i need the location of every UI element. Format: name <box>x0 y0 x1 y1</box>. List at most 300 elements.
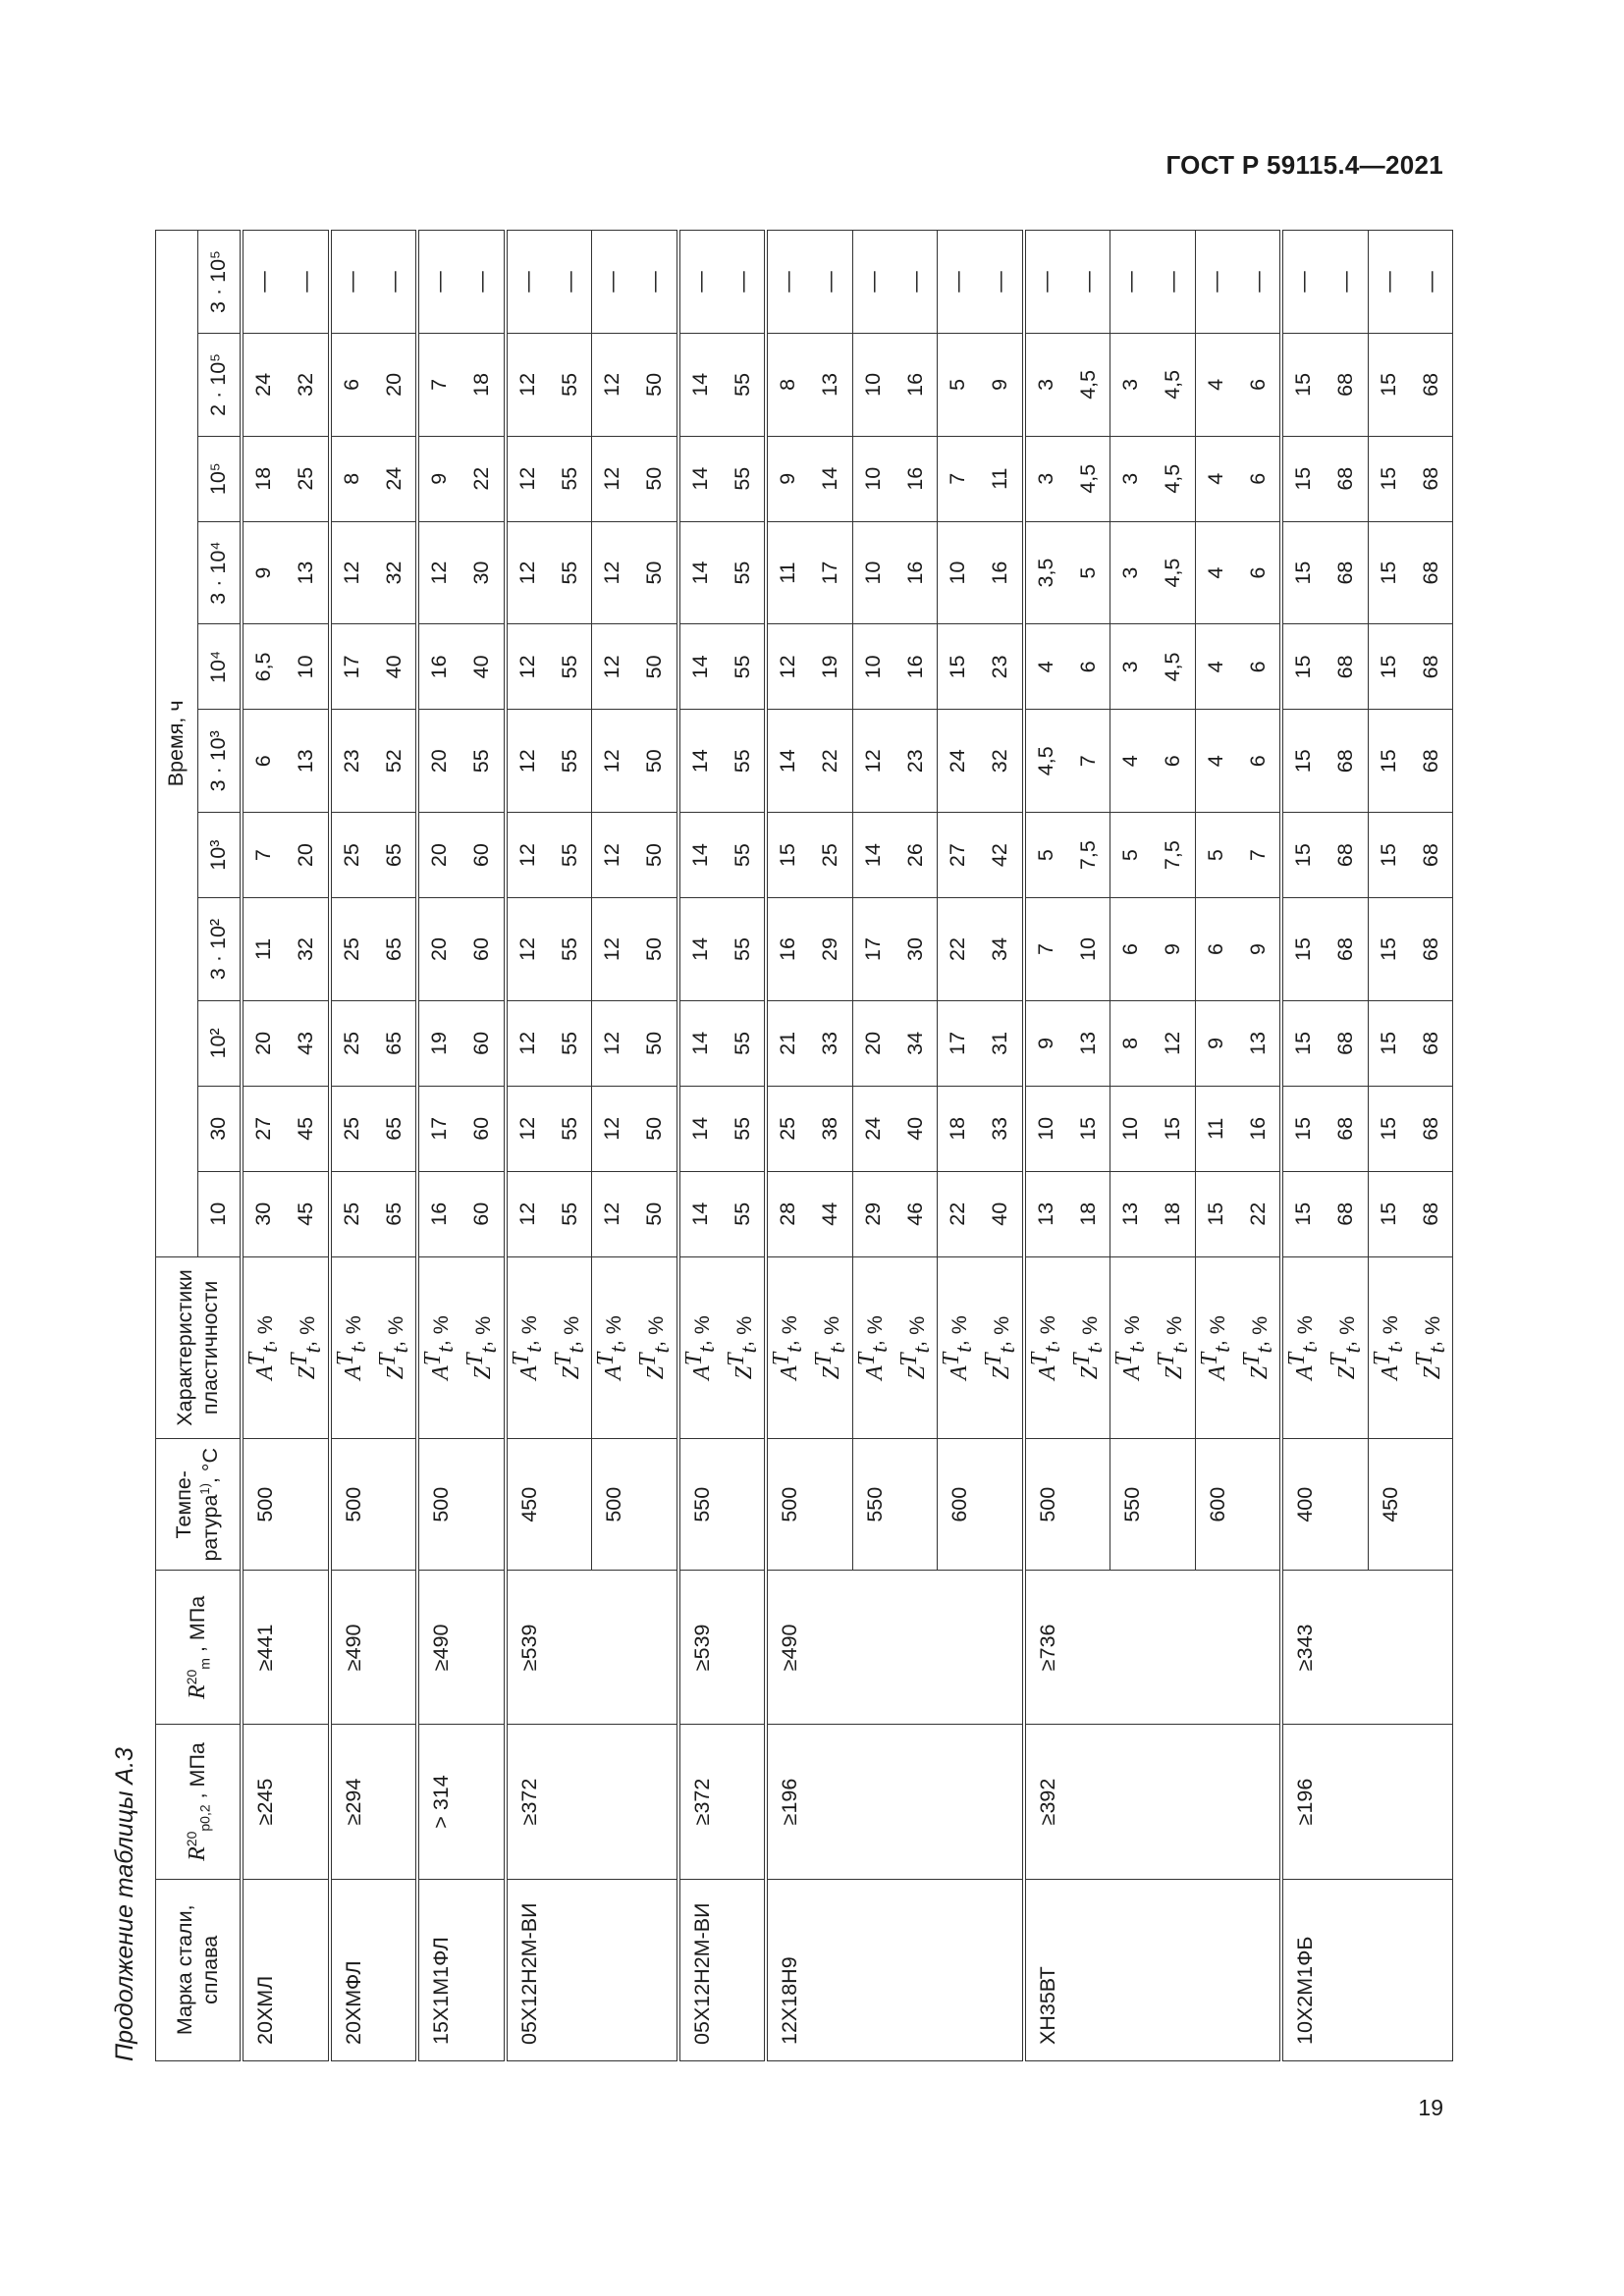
cell-value: 7 <box>1237 813 1281 898</box>
char-label-a: $A^T_t$, % <box>1024 1256 1068 1438</box>
table-caption: Продолжение таблицы А.3 <box>111 1747 138 2061</box>
cell-value: 14 <box>678 521 723 624</box>
cell-value: 5 <box>1110 813 1153 898</box>
cell-value: 4 <box>1024 624 1068 710</box>
cell-value: 19 <box>417 1000 461 1086</box>
cell-rp: ≥392 <box>1024 1725 1282 1879</box>
cell-value: 25 <box>330 1086 374 1171</box>
char-label-a: $A^T_t$, % <box>938 1256 980 1438</box>
cell-value: 65 <box>373 898 417 1001</box>
cell-value: 22 <box>938 898 980 1001</box>
cell-value: 6 <box>1237 710 1281 813</box>
char-label-z: $Z^T_t$, % <box>634 1256 678 1438</box>
cell-rm: ≥736 <box>1024 1571 1282 1725</box>
cell-grade: 15Х1М1ФЛ <box>417 1879 506 2060</box>
properties-table <box>155 230 1453 2061</box>
cell-value: 10 <box>852 624 894 710</box>
char-label-a: $A^T_t$, % <box>1368 1256 1410 1438</box>
cell-value: 14 <box>678 710 723 813</box>
cell-value: 18 <box>938 1086 980 1171</box>
cell-value: 6 <box>1237 521 1281 624</box>
cell-temperature: 600 <box>1195 1439 1281 1571</box>
cell-value: — <box>678 231 723 334</box>
cell-value: — <box>461 231 506 334</box>
cell-value: 7 <box>417 333 461 436</box>
char-label-a: $A^T_t$, % <box>592 1256 634 1438</box>
cell-grade: 05Х12Н2М-ВИ <box>678 1879 767 2060</box>
cell-value: 7,5 <box>1067 813 1110 898</box>
char-label-a: $A^T_t$, % <box>1195 1256 1237 1438</box>
cell-value: — <box>634 231 678 334</box>
cell-value: 9 <box>1195 1000 1237 1086</box>
cell-value: 16 <box>980 521 1024 624</box>
cell-value: 32 <box>286 333 330 436</box>
cell-value: 10 <box>1110 1086 1153 1171</box>
cell-value: 10 <box>938 521 980 624</box>
cell-rp: ≥294 <box>330 1725 418 1879</box>
cell-value: 14 <box>678 333 723 436</box>
header-temperature: Темпе- ратура$^{1)}$, °С <box>156 1439 243 1571</box>
cell-grade: 12Х18Н9 <box>766 1879 1024 2060</box>
cell-value: 44 <box>810 1171 852 1256</box>
char-label-a: $A^T_t$, % <box>766 1256 810 1438</box>
cell-value: 7,5 <box>1153 813 1195 898</box>
cell-value: 4,5 <box>1024 710 1068 813</box>
cell-rp: ≥372 <box>678 1725 767 1879</box>
cell-value: 5 <box>1067 521 1110 624</box>
cell-temperature: 500 <box>592 1439 678 1571</box>
cell-grade: 20ХМЛ <box>242 1879 330 2060</box>
table-row <box>506 231 550 2061</box>
cell-value: 22 <box>461 436 506 521</box>
cell-value: — <box>506 231 550 334</box>
cell-value: 46 <box>894 1171 937 1256</box>
cell-value: 68 <box>1326 1000 1368 1086</box>
cell-value: 38 <box>810 1086 852 1171</box>
cell-value: 68 <box>1410 1000 1452 1086</box>
header-characteristics: Характеристики пластичности <box>156 1256 243 1438</box>
cell-value: 15 <box>1368 333 1410 436</box>
cell-value: 14 <box>810 436 852 521</box>
char-label-z: $Z^T_t$, % <box>722 1256 766 1438</box>
cell-value: 15 <box>1281 624 1326 710</box>
cell-value: 55 <box>722 436 766 521</box>
cell-value: — <box>1281 231 1326 334</box>
cell-value: 24 <box>242 333 286 436</box>
cell-value: 18 <box>1067 1171 1110 1256</box>
cell-value: 68 <box>1326 624 1368 710</box>
cell-value: 68 <box>1410 1086 1452 1171</box>
cell-value: 55 <box>722 521 766 624</box>
cell-value: 12 <box>592 1171 634 1256</box>
cell-value: 68 <box>1410 333 1452 436</box>
cell-value: 12 <box>592 333 634 436</box>
cell-value: 15 <box>1368 521 1410 624</box>
cell-value: 27 <box>242 1086 286 1171</box>
cell-value: 4,5 <box>1067 333 1110 436</box>
cell-value: 12 <box>592 710 634 813</box>
cell-value: 15 <box>1281 333 1326 436</box>
cell-value: 25 <box>766 1086 810 1171</box>
cell-value: 12 <box>592 898 634 1001</box>
cell-grade: 10Х2М1ФБ <box>1281 1879 1453 2060</box>
header-time-col: 3 · 10² <box>198 898 243 1001</box>
cell-value: 15 <box>1368 1086 1410 1171</box>
cell-value: 68 <box>1326 1086 1368 1171</box>
cell-value: 68 <box>1326 521 1368 624</box>
table-row <box>1281 231 1326 2061</box>
cell-value: 9 <box>242 521 286 624</box>
cell-value: 16 <box>417 624 461 710</box>
cell-value: 10 <box>852 436 894 521</box>
header-time-col: 30 <box>198 1086 243 1171</box>
cell-rm: ≥539 <box>678 1571 767 1725</box>
cell-value: 12 <box>592 1086 634 1171</box>
cell-value: 5 <box>1024 813 1068 898</box>
cell-value: 13 <box>1067 1000 1110 1086</box>
cell-value: 22 <box>938 1171 980 1256</box>
char-label-a: $A^T_t$, % <box>678 1256 723 1438</box>
cell-value: 15 <box>1195 1171 1237 1256</box>
cell-value: 15 <box>1281 1000 1326 1086</box>
cell-value: 55 <box>549 1000 591 1086</box>
cell-value: 25 <box>330 813 374 898</box>
cell-value: 15 <box>938 624 980 710</box>
cell-temperature: 450 <box>506 1439 592 1571</box>
cell-value: 25 <box>286 436 330 521</box>
cell-rp: ≥196 <box>766 1725 1024 1879</box>
cell-value: 10 <box>286 624 330 710</box>
cell-value: 20 <box>373 333 417 436</box>
char-label-a: $A^T_t$, % <box>506 1256 550 1438</box>
cell-value: 15 <box>1281 710 1326 813</box>
cell-value: 14 <box>678 436 723 521</box>
cell-value: 11 <box>980 436 1024 521</box>
char-label-z: $Z^T_t$, % <box>373 1256 417 1438</box>
cell-value: 50 <box>634 1000 678 1086</box>
cell-temperature: 500 <box>1024 1439 1110 1571</box>
cell-value: 55 <box>461 710 506 813</box>
cell-value: 23 <box>330 710 374 813</box>
cell-value: — <box>1326 231 1368 334</box>
cell-value: 17 <box>852 898 894 1001</box>
cell-value: 55 <box>722 1086 766 1171</box>
cell-value: 6 <box>1237 624 1281 710</box>
cell-value: 68 <box>1410 436 1452 521</box>
cell-value: 60 <box>461 813 506 898</box>
cell-rm: ≥490 <box>330 1571 418 1725</box>
cell-rp: ≥196 <box>1281 1725 1453 1879</box>
cell-value: 30 <box>894 898 937 1001</box>
cell-value: 50 <box>634 710 678 813</box>
cell-value: 17 <box>810 521 852 624</box>
cell-value: 6 <box>242 710 286 813</box>
cell-value: 10 <box>852 333 894 436</box>
cell-value: 6 <box>1067 624 1110 710</box>
cell-value: 43 <box>286 1000 330 1086</box>
cell-value: 4,5 <box>1153 333 1195 436</box>
cell-value: 12 <box>592 624 634 710</box>
cell-value: 3 <box>1110 521 1153 624</box>
cell-value: 31 <box>980 1000 1024 1086</box>
cell-value: 32 <box>286 898 330 1001</box>
char-label-z: $Z^T_t$, % <box>1410 1256 1452 1438</box>
cell-value: 12 <box>1153 1000 1195 1086</box>
cell-value: 7 <box>1067 710 1110 813</box>
cell-value: 55 <box>549 710 591 813</box>
cell-value: 65 <box>373 1086 417 1171</box>
cell-value: 15 <box>1281 813 1326 898</box>
cell-value: 55 <box>722 710 766 813</box>
cell-value: 68 <box>1326 333 1368 436</box>
cell-value: 14 <box>678 1086 723 1171</box>
cell-grade: 05Х12Н2М-ВИ <box>506 1879 678 2060</box>
cell-value: 23 <box>980 624 1024 710</box>
cell-value: 5 <box>938 333 980 436</box>
char-label-a: $A^T_t$, % <box>242 1256 286 1438</box>
cell-value: 4,5 <box>1153 624 1195 710</box>
cell-value: 15 <box>1368 898 1410 1001</box>
cell-value: — <box>766 231 810 334</box>
cell-value: 55 <box>549 1171 591 1256</box>
cell-value: 12 <box>506 710 550 813</box>
cell-value: 15 <box>1067 1086 1110 1171</box>
cell-value: 68 <box>1326 436 1368 521</box>
cell-value: 4 <box>1195 333 1237 436</box>
cell-value: 50 <box>634 813 678 898</box>
cell-value: — <box>1024 231 1068 334</box>
header-time-col: 10 <box>198 1171 243 1256</box>
header-time-col: 10³ <box>198 813 243 898</box>
cell-temperature: 550 <box>1110 1439 1196 1571</box>
cell-value: 4 <box>1195 710 1237 813</box>
cell-value: 10 <box>1024 1086 1068 1171</box>
cell-value: 4,5 <box>1153 436 1195 521</box>
cell-value: 68 <box>1326 710 1368 813</box>
header-time-col: 3 · 10⁴ <box>198 521 243 624</box>
cell-value: 9 <box>1237 898 1281 1001</box>
cell-value: 15 <box>1368 436 1410 521</box>
cell-value: — <box>894 231 937 334</box>
cell-value: 3 <box>1110 624 1153 710</box>
char-label-z: $Z^T_t$, % <box>1153 1256 1195 1438</box>
header-time-col: 10⁴ <box>198 624 243 710</box>
char-label-z: $Z^T_t$, % <box>549 1256 591 1438</box>
cell-value: 16 <box>894 521 937 624</box>
cell-value: 65 <box>373 1171 417 1256</box>
cell-value: 55 <box>722 333 766 436</box>
cell-value: 15 <box>1281 1171 1326 1256</box>
cell-value: 10 <box>852 521 894 624</box>
cell-value: 9 <box>1024 1000 1068 1086</box>
cell-rm: ≥539 <box>506 1571 678 1725</box>
cell-value: 6,5 <box>242 624 286 710</box>
cell-value: 11 <box>242 898 286 1001</box>
cell-value: 3,5 <box>1024 521 1068 624</box>
cell-value: — <box>1410 231 1452 334</box>
cell-value: 22 <box>1237 1171 1281 1256</box>
cell-value: 12 <box>592 813 634 898</box>
cell-value: 6 <box>1110 898 1153 1001</box>
cell-value: 12 <box>506 1171 550 1256</box>
cell-value: 40 <box>373 624 417 710</box>
cell-value: 55 <box>722 1000 766 1086</box>
header-time-col: 2 · 10⁵ <box>198 333 243 436</box>
cell-value: 55 <box>549 813 591 898</box>
cell-value: 45 <box>286 1171 330 1256</box>
header-time-col: 10² <box>198 1000 243 1086</box>
cell-value: 33 <box>980 1086 1024 1171</box>
cell-value: 27 <box>938 813 980 898</box>
char-label-z: $Z^T_t$, % <box>810 1256 852 1438</box>
cell-value: 68 <box>1326 1171 1368 1256</box>
cell-value: 60 <box>461 1086 506 1171</box>
cell-value: — <box>1067 231 1110 334</box>
cell-value: 55 <box>549 333 591 436</box>
cell-value: 7 <box>938 436 980 521</box>
cell-value: 21 <box>766 1000 810 1086</box>
cell-value: 9 <box>417 436 461 521</box>
cell-value: 14 <box>678 898 723 1001</box>
cell-value: 50 <box>634 436 678 521</box>
cell-value: 25 <box>330 1000 374 1086</box>
cell-value: 65 <box>373 813 417 898</box>
char-label-z: $Z^T_t$, % <box>894 1256 937 1438</box>
cell-value: 20 <box>286 813 330 898</box>
cell-value: 68 <box>1410 521 1452 624</box>
cell-temperature: 500 <box>417 1439 506 1571</box>
cell-value: 12 <box>592 436 634 521</box>
cell-value: 7 <box>1024 898 1068 1001</box>
cell-value: 20 <box>242 1000 286 1086</box>
cell-value: 16 <box>894 333 937 436</box>
cell-value: 14 <box>678 1000 723 1086</box>
char-label-z: $Z^T_t$, % <box>1326 1256 1368 1438</box>
cell-value: 12 <box>592 521 634 624</box>
char-label-a: $A^T_t$, % <box>852 1256 894 1438</box>
cell-value: 50 <box>634 1086 678 1171</box>
cell-value: — <box>330 231 374 334</box>
cell-value: 4 <box>1195 521 1237 624</box>
table-row <box>242 231 286 2061</box>
document-id: ГОСТ Р 59115.4—2021 <box>1165 150 1443 180</box>
cell-value: 12 <box>506 1086 550 1171</box>
cell-value: 60 <box>461 1000 506 1086</box>
cell-value: 4,5 <box>1067 436 1110 521</box>
cell-value: 12 <box>506 813 550 898</box>
cell-value: 12 <box>506 624 550 710</box>
header-time: Время, ч <box>156 231 198 1257</box>
cell-value: 4 <box>1195 436 1237 521</box>
cell-value: 34 <box>980 898 1024 1001</box>
cell-value: — <box>1153 231 1195 334</box>
cell-value: 68 <box>1410 898 1452 1001</box>
cell-value: 24 <box>938 710 980 813</box>
cell-value: 11 <box>1195 1086 1237 1171</box>
cell-value: 8 <box>766 333 810 436</box>
cell-value: 12 <box>506 521 550 624</box>
cell-value: 8 <box>330 436 374 521</box>
cell-value: — <box>242 231 286 334</box>
header-time-col: 10⁵ <box>198 436 243 521</box>
cell-rm: ≥490 <box>766 1571 1024 1725</box>
cell-value: 13 <box>1024 1171 1068 1256</box>
cell-value: 20 <box>417 710 461 813</box>
cell-value: 15 <box>1281 521 1326 624</box>
header-rm: $R^{20}_m$ , МПа <box>156 1571 243 1725</box>
cell-value: 68 <box>1410 710 1452 813</box>
cell-value: 14 <box>678 624 723 710</box>
cell-value: 29 <box>810 898 852 1001</box>
cell-value: — <box>810 231 852 334</box>
cell-value: 18 <box>461 333 506 436</box>
cell-value: 14 <box>766 710 810 813</box>
cell-rp: ≥245 <box>242 1725 330 1879</box>
cell-value: 9 <box>1153 898 1195 1001</box>
header-time-col: 3 · 10³ <box>198 710 243 813</box>
cell-value: 52 <box>373 710 417 813</box>
cell-value: — <box>373 231 417 334</box>
cell-value: 16 <box>417 1171 461 1256</box>
cell-value: 4 <box>1110 710 1153 813</box>
cell-value: 12 <box>417 521 461 624</box>
char-label-z: $Z^T_t$, % <box>1237 1256 1281 1438</box>
cell-value: 12 <box>506 898 550 1001</box>
cell-value: — <box>1237 231 1281 334</box>
cell-value: 40 <box>461 624 506 710</box>
cell-value: 68 <box>1410 1171 1452 1256</box>
cell-value: 16 <box>894 436 937 521</box>
table-row <box>417 231 461 2061</box>
cell-value: 15 <box>1281 1086 1326 1171</box>
cell-value: 15 <box>1368 624 1410 710</box>
cell-value: 17 <box>417 1086 461 1171</box>
cell-value: 12 <box>506 333 550 436</box>
cell-value: — <box>549 231 591 334</box>
cell-value: 13 <box>1237 1000 1281 1086</box>
header-time-col: 3 · 10⁵ <box>198 231 243 334</box>
cell-value: 15 <box>1281 898 1326 1001</box>
cell-value: 42 <box>980 813 1024 898</box>
cell-rm: ≥343 <box>1281 1571 1453 1725</box>
cell-temperature: 500 <box>242 1439 330 1571</box>
cell-value: 9 <box>766 436 810 521</box>
cell-value: — <box>1368 231 1410 334</box>
cell-value: — <box>938 231 980 334</box>
cell-value: 7 <box>242 813 286 898</box>
cell-value: — <box>1195 231 1237 334</box>
cell-value: 50 <box>634 1171 678 1256</box>
char-label-a: $A^T_t$, % <box>1281 1256 1326 1438</box>
cell-grade: ХН35ВТ <box>1024 1879 1282 2060</box>
cell-value: 19 <box>810 624 852 710</box>
cell-value: 5 <box>1195 813 1237 898</box>
cell-value: 20 <box>417 898 461 1001</box>
cell-value: 13 <box>286 521 330 624</box>
cell-value: 3 <box>1024 333 1068 436</box>
cell-value: 3 <box>1110 333 1153 436</box>
cell-value: 12 <box>592 1000 634 1086</box>
cell-value: 55 <box>549 624 591 710</box>
cell-value: 65 <box>373 1000 417 1086</box>
cell-value: 24 <box>373 436 417 521</box>
cell-value: 15 <box>1281 436 1326 521</box>
cell-value: 9 <box>980 333 1024 436</box>
cell-value: 8 <box>1110 1000 1153 1086</box>
cell-value: 15 <box>1368 1171 1410 1256</box>
cell-value: 3 <box>1110 436 1153 521</box>
cell-value: 6 <box>1237 436 1281 521</box>
